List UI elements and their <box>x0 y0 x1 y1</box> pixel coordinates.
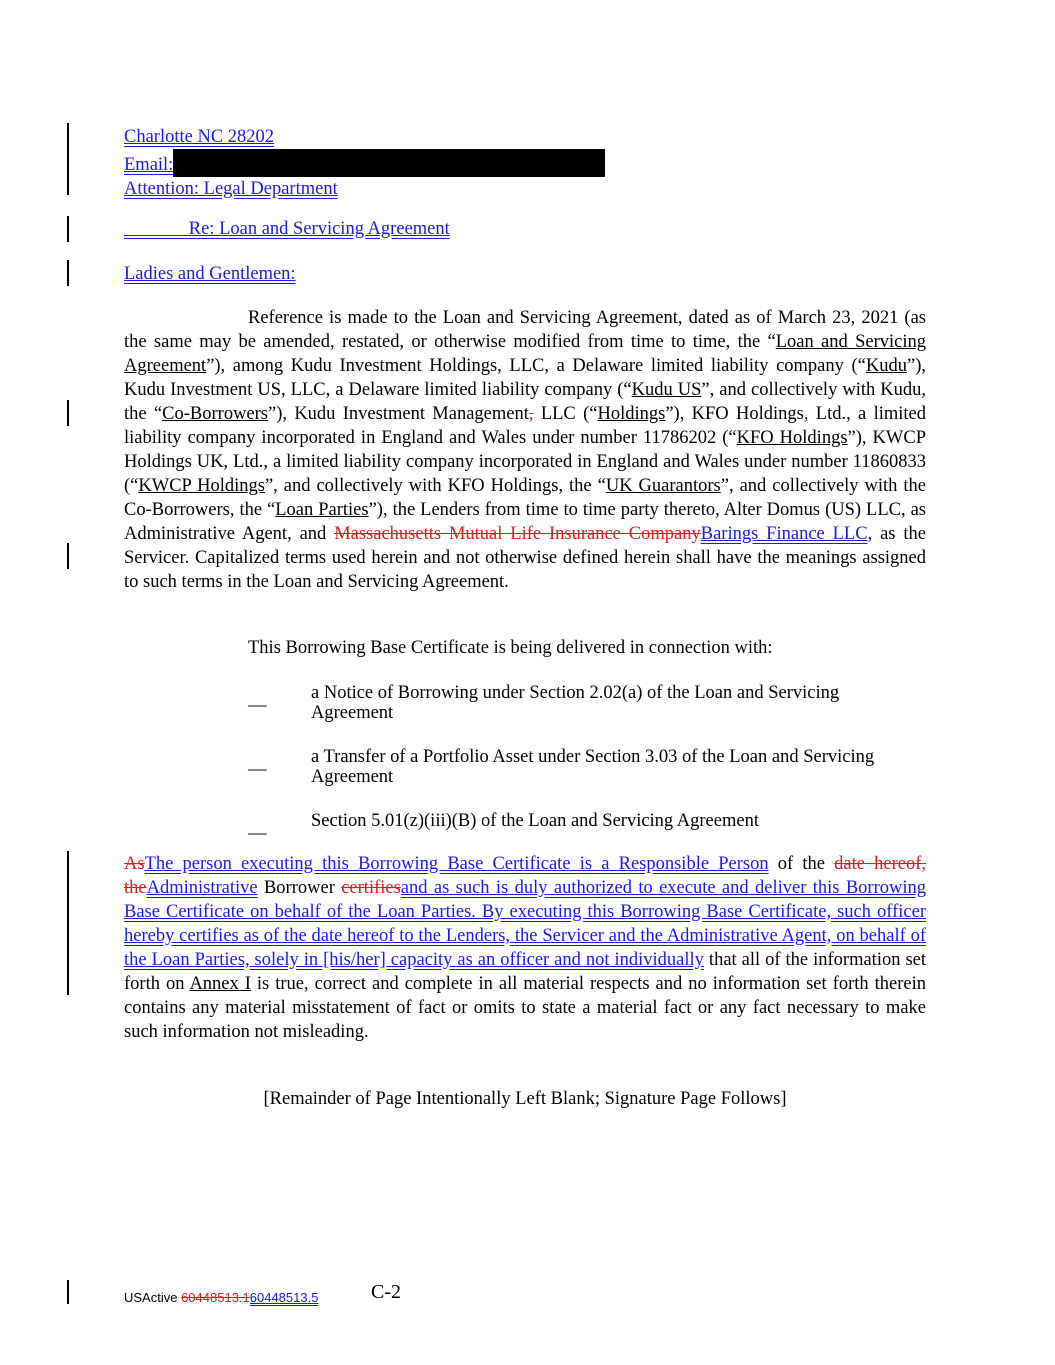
address-attention-line: Attention: Legal Department <box>124 179 338 199</box>
page-number: C-2 <box>371 1281 401 1303</box>
re-line <box>124 217 926 241</box>
deleted-text: As <box>124 854 145 874</box>
change-bar <box>67 123 69 195</box>
option-item: a Notice of Borrowing under Section 2.02(a) of the Loan and Servicing Agreement <box>311 683 840 723</box>
email-label: Email: <box>124 155 174 175</box>
option-blank: __ <box>248 753 267 773</box>
re-subject: Re: Loan and Servicing Agreement <box>188 219 450 239</box>
deleted-text: certifies <box>341 878 401 898</box>
remainder-note: [Remainder of Page Intentionally Left Blank; Signature Page Follows] <box>263 1089 787 1109</box>
reference-paragraph: Reference is made to the Loan and Servicing Agreement, dated as of March 23, 2021 (as the same may be amended, restated, or otherwise modified from time to time, the “Loan and Servicing Agreement”), among Kudu Investment Holdings, LLC, a Delaware limited liability company (“Kudu”), Kudu Investment US, LLC, a Delaware limited liability company (“Kudu US”, and collectively with Kudu, the “Co-Borrowers”), Kudu Investment Management, LLC (“Holdings”), KFO Holdings, Ltd., a limited liability company incorporated in England and Wales under number 11786202 (“KFO Holdings”), KWCP Holdings UK, Ltd., a limited liability company incorporated in England and Wales under number 11860833 (“KWCP Holdings”, and collectively with KFO Holdings, the “UK Guarantors”, and collectively with the Co-Borrowers, the “Loan Parties”), the Lenders from time to time party thereto, Alter Domus (US) LLC, as Administrative Agent, and Massachusetts Mutual Life Insurance CompanyBarings Finance LLC, as the Servicer. Capitalized terms used herein and not otherwise defined herein shall have the meanings assigned to such terms in the Loan and Servicing Agreement. <box>124 308 927 592</box>
salutation: Ladies and Gentlemen: <box>124 264 296 284</box>
change-bar <box>67 260 69 286</box>
connection-intro: This Borrowing Base Certificate is being delivered in connection with: <box>248 638 773 658</box>
option-item: Section 5.01(z)(iii)(B) of the Loan and Servicing Agreement <box>311 811 759 831</box>
defined-term: Holdings <box>597 404 666 424</box>
option-blank: __ <box>248 689 267 709</box>
defined-term: Loan Parties <box>275 500 369 520</box>
inserted-text: Barings Finance LLC <box>700 524 868 544</box>
option-blank: __ <box>248 817 267 837</box>
inserted-text: 60448513.5 <box>249 1290 319 1305</box>
change-bar <box>67 1280 69 1304</box>
redaction-box <box>173 149 605 177</box>
defined-term: Co-Borrowers <box>162 404 268 424</box>
defined-term: Kudu <box>865 356 907 376</box>
inserted-text: and as such is duly authorized to execute and deliver this Borrowing Base Certificate on behalf of the Loan Parties. By executing this Borrowing Base Certificate, such officer hereby certifies as of the date hereof to the Lenders, the Servicer and the Administrative Agent, on behalf of the Loan Parties, solely in [his/her] capacity as an officer and not individually <box>124 878 926 970</box>
defined-term: KWCP Holdings <box>138 476 265 496</box>
certification-paragraph: AsThe person executing this Borrowing Base Certificate is a Responsible Person of the date hereof, theAdministrative Borrower certifiesand as such is duly authorized to execute and deliver this Borrowing Base Certificate on behalf of the Loan Parties. By executing this Borrowing Base Certificate, such officer hereby certifies as of the date hereof to the Lenders, the Servicer and the Administrative Agent, on behalf of the Loan Parties, solely in [his/her] capacity as an officer and not individually that all of the information set forth on Annex I is true, correct and complete in all material respects and no information set forth therein contains any material misstatement of fact or omits to state a material fact or any fact necessary to make such information not misleading. <box>124 854 927 1042</box>
change-bar <box>67 400 69 426</box>
footer-doc-id: USActive 60448513.160448513.5 <box>124 1290 319 1305</box>
defined-term: Annex I <box>189 974 251 994</box>
deleted-text: Massachusetts Mutual Life Insurance Company <box>334 524 701 544</box>
defined-term: Kudu US <box>631 380 702 400</box>
address-email-line <box>124 149 926 177</box>
defined-term: KFO Holdings <box>736 428 848 448</box>
change-bar <box>67 216 69 242</box>
defined-term: UK Guarantors <box>605 476 721 496</box>
option-item: a Transfer of a Portfolio Asset under Section 3.03 of the Loan and Servicing Agreement <box>311 747 875 787</box>
inserted-text: The person executing this Borrowing Base Certificate is a Responsible Person <box>144 854 769 874</box>
deleted-text: date hereof, the <box>124 854 926 898</box>
deleted-text: , <box>528 404 534 424</box>
change-bar <box>67 543 69 569</box>
address-city-line: Charlotte NC 28202 <box>124 127 275 147</box>
change-bar <box>67 851 69 995</box>
deleted-text: 60448513.1 <box>181 1290 250 1305</box>
inserted-text: Administrative <box>146 878 258 898</box>
address-block <box>124 125 926 201</box>
defined-term: Loan and Servicing Agreement <box>124 332 926 376</box>
